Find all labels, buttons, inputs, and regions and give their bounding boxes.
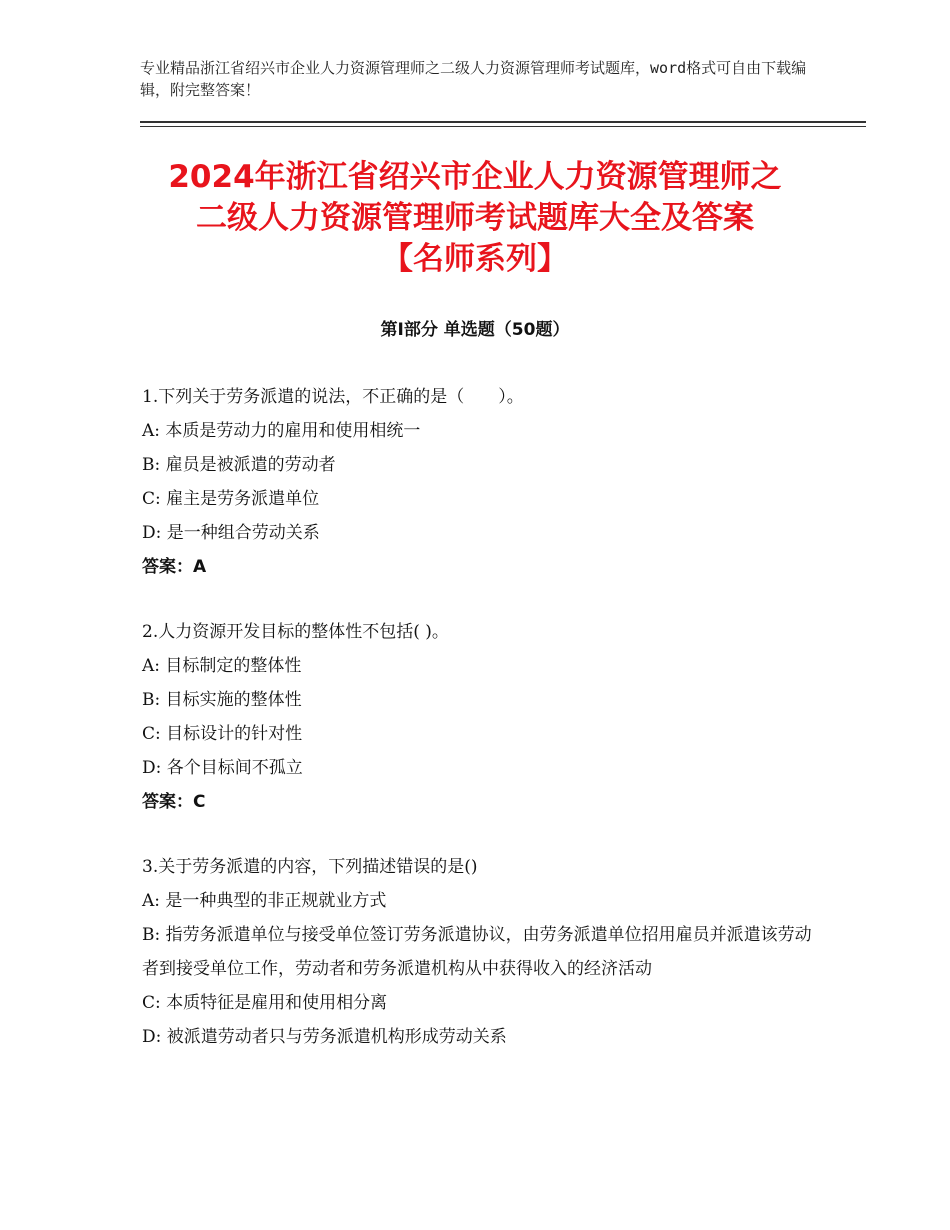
question-3 [142, 850, 822, 1054]
title-line: 【名师系列】 [382, 241, 568, 277]
option-a: A: 本质是劳动力的雇用和使用相统一 [142, 421, 421, 441]
option-d: D: 各个目标间不孤立 [142, 758, 303, 778]
option-c: C: 雇主是劳务派遣单位 [142, 489, 320, 509]
title-line: 2024年浙江省绍兴市企业人力资源管理师之 [168, 159, 782, 195]
question-2 [142, 615, 822, 819]
question-1 [142, 380, 822, 584]
question-stem: 1.下列关于劳务派遣的说法，不正确的是（ ）。 [142, 387, 524, 407]
question-list [142, 380, 822, 1085]
option-c: C: 本质特征是雇用和使用相分离 [142, 993, 388, 1013]
question-stem: 3.关于劳务派遣的内容，下列描述错误的是() [142, 857, 478, 877]
option-a: A: 是一种典型的非正规就业方式 [142, 891, 387, 911]
question-stem: 2.人力资源开发目标的整体性不包括( )。 [142, 622, 449, 642]
option-b: B: 指劳务派遣单位与接受单位签订劳务派遣协议，由劳务派遣单位招用雇员并派遣该劳动者到接受单位工作，劳动者和劳务派遣机构从中获得收入的经济活动 [142, 925, 812, 979]
header-note: 专业精品浙江省绍兴市企业人力资源管理师之二级人力资源管理师考试题库，word格式可自由下载编辑，附完整答案！ [140, 59, 807, 99]
answer: 答案：C [142, 792, 206, 812]
option-d: D: 是一种组合劳动关系 [142, 523, 320, 543]
option-d: D: 被派遣劳动者只与劳务派遣机构形成劳动关系 [142, 1027, 507, 1047]
title-line: 二级人力资源管理师考试题库大全及答案 [196, 200, 754, 236]
answer: 答案：A [142, 557, 207, 577]
header-divider-thin [140, 126, 866, 127]
option-c: C: 目标设计的针对性 [142, 724, 303, 744]
option-b: B: 雇员是被派遣的劳动者 [142, 455, 336, 475]
option-a: A: 目标制定的整体性 [142, 656, 302, 676]
option-b: B: 目标实施的整体性 [142, 690, 302, 710]
section-title: 第Ⅰ部分 单选题（50题） [380, 320, 570, 340]
header-divider [140, 121, 866, 123]
document-title [100, 157, 850, 280]
